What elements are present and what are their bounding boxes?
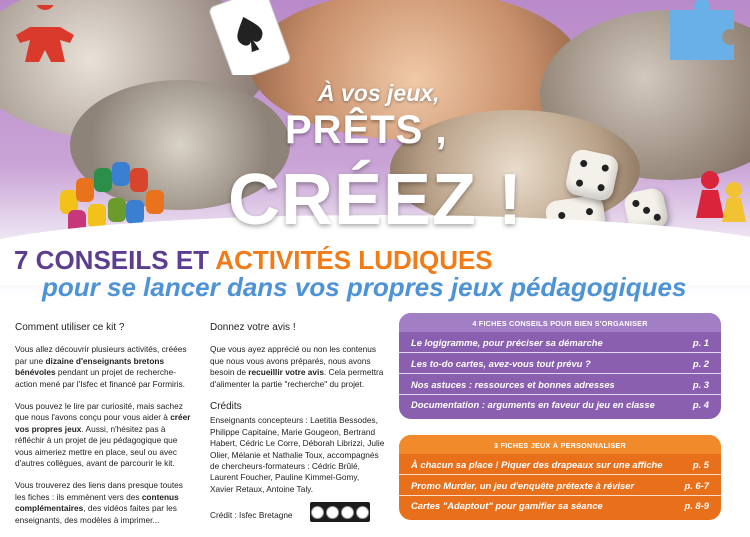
credits-title: Crédits (210, 401, 242, 413)
how-to-use-paragraph-1: Vous allez découvrir plusieurs activités, créées par une dizaine d'enseignants bretons bénévoles pendant un projet de recherche-action mené par l'Isfec et financé par Formiris. (15, 344, 187, 389)
game-sheets-panel (399, 435, 721, 520)
headline-part2: ACTIVITÉS LUDIQUES (215, 245, 493, 275)
advice-sheets-header: 4 FICHES CONSEILS POUR BIEN S'ORGANISER (399, 313, 721, 332)
hero-line2: PRÊTS , (285, 108, 448, 152)
headline-part1: 7 CONSEILS ET (14, 245, 216, 275)
how-to-use-title: Comment utiliser ce kit ? (15, 322, 125, 333)
feedback-title: Donnez votre avis ! (210, 322, 296, 333)
subheadline: pour se lancer dans vos propres jeux pédagogiques (42, 272, 687, 302)
credits-text: Enseignants concepteurs : Laetitia Bessodes, Philippe Capitaine, Marie Gougeon, Bertrand Habert, Cédric Le Corre, Déborah Librizzi, Julie Olier, Mélanie et Nathalie Toux, accompagnés de chercheurs-formateurs : Cédric Brûlé, Laurent Foucher, Pauline Kimmel-Gomy, Xavier Retaux, Antoine Taly. (210, 415, 385, 494)
toc-item[interactable]: Nos astuces : ressources et bonnes adresses p. 3 (399, 374, 721, 395)
toc-item[interactable]: Le logigramme, pour préciser sa démarche p. 1 (399, 332, 721, 353)
creative-commons-icon (310, 502, 370, 522)
toc-item[interactable]: Documentation : arguments en faveur du jeu en classe p. 4 (411, 398, 709, 410)
pawn-icon (690, 168, 750, 228)
meeple-icon (10, 5, 80, 65)
photo-credit: Crédit : Isfec Bretagne (210, 510, 293, 520)
advice-sheets-panel (399, 313, 721, 419)
toc-item[interactable]: À chacun sa place ! Piquer des drapeaux sur une affiche p. 5 (399, 454, 721, 475)
hero-line1: À vos jeux, (318, 80, 440, 106)
toc-item[interactable]: Cartes "Adaptout" pour gamifier sa séance p. 8-9 (411, 499, 709, 511)
game-sheets-header: 3 FICHES JEUX À PERSONNALISER (399, 435, 721, 454)
feedback-paragraph: Que vous ayez apprécié ou non les contenus que nous vous avons préparés, nous avons besoin de recueillir votre avis. Cela permettra d'alimenter la partie "recherche" du projet. (210, 344, 384, 389)
die-icon (564, 148, 621, 203)
feedback-column (210, 322, 385, 506)
hero-line3: CRÉEZ ! (228, 160, 523, 240)
toc-item[interactable]: Les to-do cartes, avez-vous tout prévu ? p. 2 (399, 353, 721, 374)
puzzle-piece-icon (660, 0, 750, 60)
toc-item[interactable]: Promo Murder, un jeu d'enquête prétexte à réviser p. 6-7 (399, 475, 721, 496)
how-to-use-paragraph-3: Vous trouverez des liens dans presque toutes les fiches : ils emmènent vers des contenus complémentaires, des vidéos faites par les enseignants, des modèles à imprimer... (15, 480, 183, 525)
how-to-use-paragraph-2: Vous pouvez le lire par curiosité, mais sachez que nous l'avons conçu pour vous aider à créer vos propres jeux. Aussi, n'hésitez pas à réfléchir à un projet de jeu pédagogique que vous aimeriez mettre en place, seul ou avec d'autres collègues, avant de parcourir le kit. (15, 401, 191, 469)
playing-card-icon (205, 0, 300, 75)
how-to-use-column (15, 322, 191, 537)
